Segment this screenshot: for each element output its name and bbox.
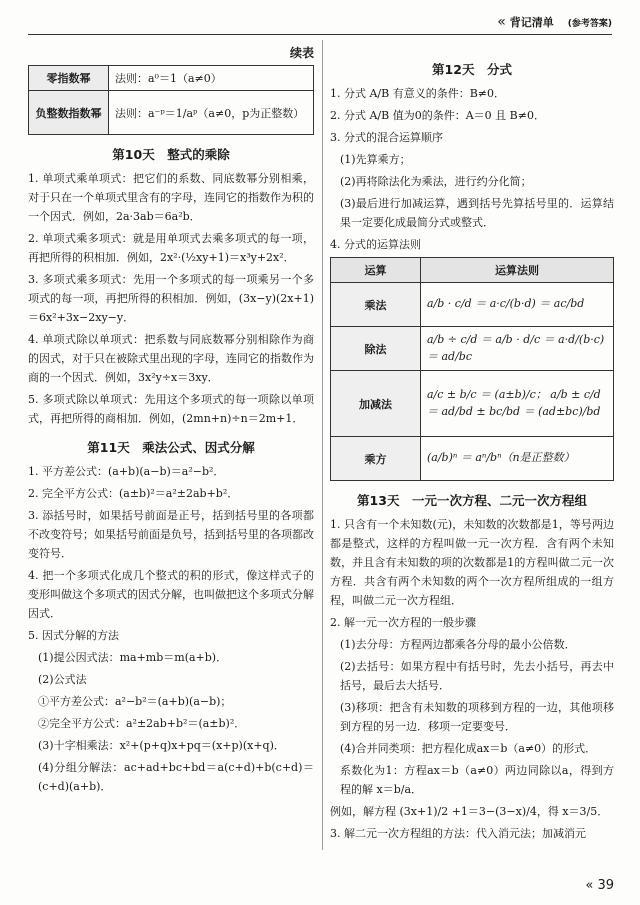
left-column bbox=[28, 44, 314, 799]
list-item: 5. 多项式除以单项式：先用这个多项式的每一项除以单项式，再把所得的商相加．例如，(2mn+n)÷n＝2m+1． bbox=[28, 393, 314, 425]
table-row bbox=[331, 327, 614, 371]
list-item: 5. 因式分解的方法 bbox=[28, 629, 119, 642]
table-cell-op: 加减法 bbox=[331, 371, 421, 437]
list-item: 1. 只含有一个未知数(元)，未知数的次数都是1，等号两边都是整式，这样的方程叫做一元一次方程．含有两个未知数，并且含有未知数的项的次数都是1的方程叫做二元一次方程．共含有两个未知数的两个一次方程所组成的一组方程，叫做二元一次方程组． bbox=[330, 518, 614, 607]
table-cell-rule: 法则：a⁰＝1（a≠0） bbox=[109, 66, 314, 91]
list-item: 1. 平方差公式：(a+b)(a−b)＝a²−b²． bbox=[28, 465, 225, 478]
list-item: (3)十字相乘法：x²+(p+q)x+pq＝(x+p)(x+q)． bbox=[38, 739, 285, 752]
table-cell-op: 除法 bbox=[331, 327, 421, 371]
table-cell-rule: (a/b)ⁿ ＝ aⁿ/bⁿ（n是正整数） bbox=[421, 437, 614, 481]
list-item: 2. 解一元一次方程的一般步骤 bbox=[330, 616, 476, 629]
list-item: (3)最后进行加减运算，遇到括号先算括号里的．运算结果一定要化成最简分式或整式． bbox=[340, 197, 614, 229]
exponent-table bbox=[28, 65, 314, 135]
table-row bbox=[29, 66, 314, 91]
section-title: 第13天 一元一次方程、二元一次方程组 bbox=[357, 493, 587, 508]
table-cell-op: 乘方 bbox=[331, 437, 421, 481]
section-title: 第12天 分式 bbox=[432, 62, 512, 77]
table-header-rule: 运算法则 bbox=[421, 258, 614, 283]
header-subtitle: (参考答案) bbox=[567, 18, 612, 29]
list-item: ②完全平方公式：a²±2ab+b²＝(a±b)²． bbox=[38, 717, 246, 730]
table-cell-rule: 法则：a⁻ᵖ＝1/aᵖ（a≠0，p为正整数） bbox=[109, 91, 314, 135]
table-row bbox=[331, 371, 614, 437]
list-item: 3. 多项式乘多项式：先用一个多项式的每一项乘另一个多项式的每一项，再把所得的积相加．例如，(3x−y)(2x+1)＝6x²+3x−2xy−y． bbox=[28, 273, 314, 324]
section-title: 第10天 整式的乘除 bbox=[112, 147, 230, 162]
right-column bbox=[330, 44, 614, 846]
list-item: ①平方差公式：a²−b²＝(a+b)(a−b)； bbox=[38, 695, 232, 708]
list-item: (2)去括号：如果方程中有括号时，先去小括号，再去中括号，最后去大括号． bbox=[340, 660, 614, 692]
list-item: 系数化为1：方程ax＝b（a≠0）两边同除以a，得到方程的解 x＝b/a． bbox=[340, 764, 614, 796]
list-item: 4. 分式的运算法则 bbox=[330, 238, 421, 251]
list-item: (2)公式法 bbox=[38, 673, 87, 686]
continued-label: 续表 bbox=[289, 46, 314, 60]
table-cell-rule: a/c ± b/c ＝ (a±b)/c； a/b ± c/d ＝ ad/bd ± bc/bd ＝ (ad±bc)/bd bbox=[421, 371, 614, 437]
table-row bbox=[331, 283, 614, 327]
list-item: (2)再将除法化为乘法，进行约分化简； bbox=[340, 175, 532, 188]
list-item: 3. 分式的混合运算顺序 bbox=[330, 131, 443, 144]
list-item: 1. 单项式乘单项式：把它们的系数、同底数幂分别相乘，对于只在一个单项式里含有的字母，连同它的指数作为积的一个因式．例如，2a·3ab＝6a²b． bbox=[28, 172, 314, 223]
table-cell-name: 负整数指数幂 bbox=[29, 91, 109, 135]
list-item: 例如，解方程 (3x+1)/2 +1＝3−(3−x)/4，得 x＝3/5． bbox=[330, 805, 609, 818]
list-item: (3)移项：把含有未知数的项移到方程的一边，其他项移到方程的另一边．移项一定要变号． bbox=[340, 701, 614, 733]
chevron-icon: « bbox=[497, 14, 506, 30]
list-item: 3. 添括号时，如果括号前面是正号，括到括号里的各项都不改变符号；如果括号前面是负号，括到括号里的各项都改变符号． bbox=[28, 509, 314, 560]
table-cell-rule: a/b ÷ c/d ＝ a/b · d/c ＝ a·d/(b·c) ＝ ad/bc bbox=[421, 327, 614, 371]
list-item: (1)提公因式法：ma+mb＝m(a+b)． bbox=[38, 651, 228, 664]
list-item: 1. 分式 A/B 有意义的条件：B≠0． bbox=[330, 87, 506, 100]
list-item: (1)先算乘方； bbox=[340, 153, 411, 166]
list-item: 2. 分式 A/B 值为0的条件：A＝0 且 B≠0． bbox=[330, 109, 545, 122]
table-header-op: 运算 bbox=[331, 258, 421, 283]
list-item: 4. 把一个多项式化成几个整式的积的形式，像这样式子的变形叫做这个多项式的因式分解，也叫做把这个多项式分解因式． bbox=[28, 569, 314, 620]
table-cell-op: 乘法 bbox=[331, 283, 421, 327]
list-item: (4)分组分解法：ac+ad+bc+bd＝a(c+d)+b(c+d)＝(c+d)(a+b)． bbox=[38, 761, 314, 793]
list-item: 2. 完全平方公式：(a±b)²＝a²±2ab+b²． bbox=[28, 487, 239, 500]
column-divider bbox=[322, 40, 323, 850]
list-item: 3. 解二元一次方程组的方法：代入消元法；加减消元 bbox=[330, 827, 586, 840]
table-row bbox=[331, 437, 614, 481]
header-title: 背记清单 bbox=[509, 16, 554, 29]
table-row bbox=[29, 91, 314, 135]
section-title: 第11天 乘法公式、因式分解 bbox=[87, 440, 255, 455]
list-item: 2. 单项式乘多项式：就是用单项式去乘多项式的每一项，再把所得的积相加．例如，2x²·(½xy+1)＝x³y+2x²． bbox=[28, 232, 314, 264]
page-number: « 39 bbox=[585, 878, 614, 893]
list-item: 4. 单项式除以单项式：把系数与同底数幂分别相除作为商的因式，对于只在被除式里出现的字母，连同它的指数作为商的一个因式．例如，3x²y÷x＝3xy． bbox=[28, 333, 314, 384]
page-header bbox=[497, 14, 612, 30]
table-header-row bbox=[331, 258, 614, 283]
table-cell-rule: a/b · c/d ＝ a·c/(b·d) ＝ ac/bd bbox=[421, 283, 614, 327]
table-cell-name: 零指数幂 bbox=[29, 66, 109, 91]
list-item: (4)合并同类项：把方程化成ax＝b（a≠0）的形式． bbox=[340, 742, 597, 755]
fraction-rules-table bbox=[330, 257, 614, 481]
header-rule bbox=[28, 34, 612, 35]
list-item: (1)去分母：方程两边都乘各分母的最小公倍数． bbox=[340, 638, 576, 651]
